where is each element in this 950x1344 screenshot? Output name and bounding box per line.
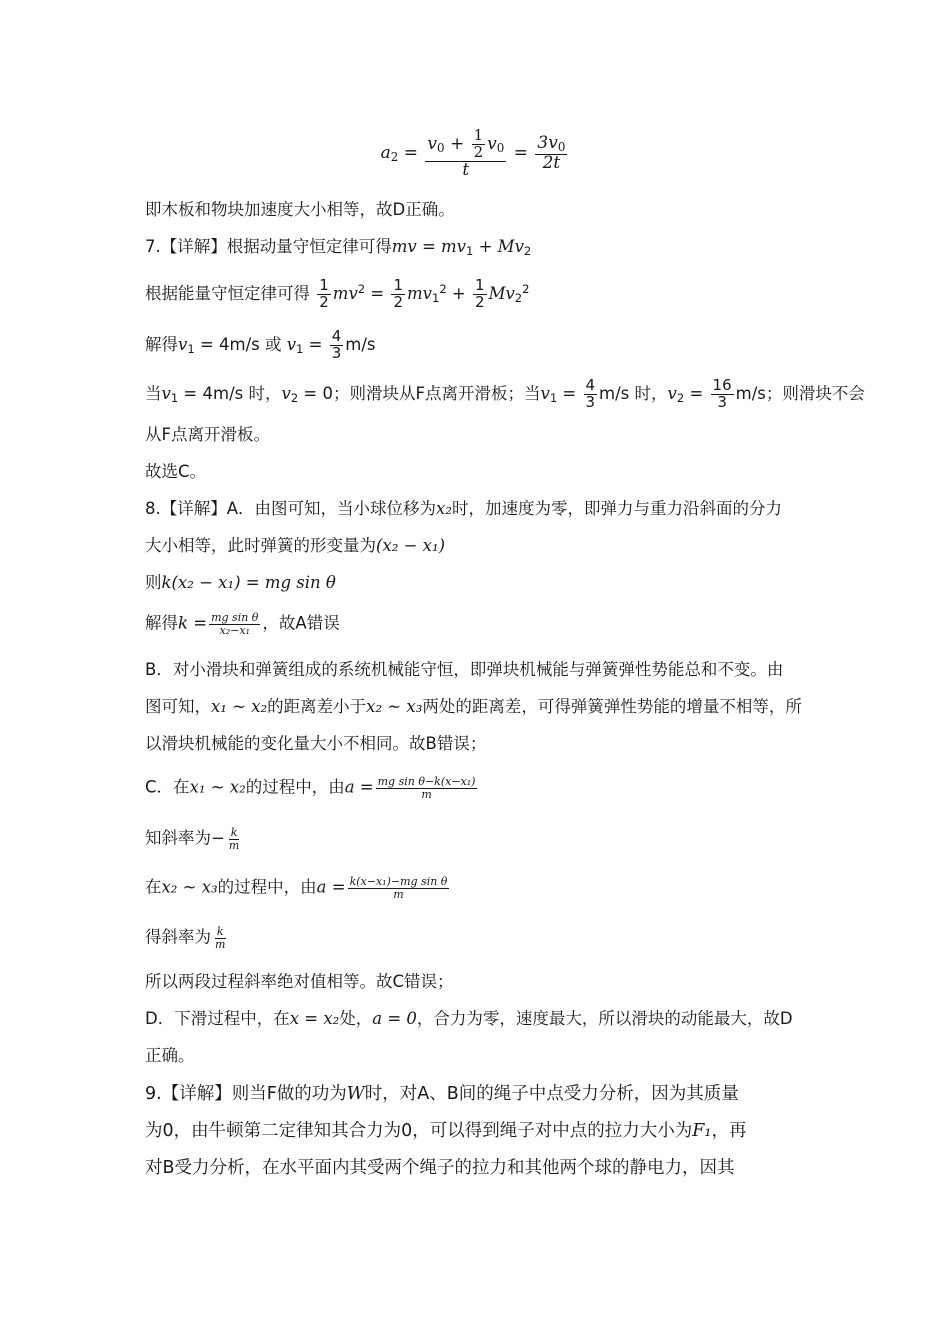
unit-ms: m/s [345, 334, 376, 354]
q8-t6a: 图可知， [145, 697, 211, 716]
eq-5: = [684, 383, 709, 403]
k-m-frac [213, 926, 227, 950]
v2b-sub: 2 [676, 390, 685, 405]
q8-line1 [145, 498, 808, 520]
aD-den: m [393, 887, 404, 901]
sub-1: 1 [431, 291, 440, 305]
a2-symbol: a [380, 143, 391, 164]
plus-2: + [446, 284, 472, 303]
dang-1: 当 [145, 383, 162, 403]
v1b: v [286, 334, 297, 354]
q7-eq1b: + Mv [473, 237, 524, 256]
v1-4ms: = 4m/s 时， [178, 383, 282, 403]
half-num: 1 [473, 126, 484, 144]
q8-t10a: 在 [145, 877, 162, 897]
q7-eq1a: mv = mv [391, 237, 466, 256]
half-d: 2 [319, 293, 329, 311]
v0-symbol-2: v [487, 133, 497, 154]
q7-text1: 根据动量守恒定律可得 [226, 237, 392, 256]
aD-num: k(x−x₁)−mg sin θ [349, 875, 448, 888]
frac-16-3 [711, 378, 734, 411]
x-eq-x2: x = x₂ [289, 1009, 340, 1028]
k-den: x₂−x₁ [219, 623, 250, 637]
q7-line2 [145, 278, 808, 311]
frac-4-3 [330, 329, 344, 362]
formula-a2 [0, 128, 950, 179]
line-conclusion-d: 即木板和物块加速度大小相等，故D正确。 [145, 200, 455, 219]
a2-sub: 2 [390, 150, 399, 165]
eq-2: = [365, 284, 390, 303]
x2-a: x₂ [436, 499, 452, 518]
v1a: v [178, 334, 188, 354]
a2-fraction [425, 128, 506, 179]
half-frac-1 [317, 278, 331, 311]
res-num: 3v [537, 133, 558, 153]
half-frac-3 [473, 278, 487, 311]
x2-x3-range-b: x₂ ~ x₃ [161, 877, 218, 897]
q9-t2b: ，再 [711, 1121, 747, 1141]
f163-d: 3 [717, 392, 727, 411]
f163-n: 16 [712, 376, 732, 394]
q8-t9: 知斜率为 [145, 828, 211, 848]
q7-eq1-sub1: 1 [466, 244, 474, 258]
a2-eq: = [403, 143, 424, 164]
q7-mid: = 0；则滑块从F点离开滑板；当 [298, 383, 541, 403]
a-eq-d: a = [316, 877, 346, 897]
x2-x3-range: x₂ ~ x₃ [366, 697, 423, 716]
q8-line4 [145, 612, 808, 636]
half-frac-2 [391, 278, 405, 311]
q8-line6 [145, 696, 808, 718]
k-num: mg sin θ [211, 611, 259, 624]
a-eq-c: a = [344, 777, 374, 797]
v2b: v [667, 383, 677, 403]
negk-d: m [228, 838, 240, 852]
aC-den: m [421, 787, 432, 801]
q8-jiede: 解得 [145, 613, 178, 633]
q8-line7: 以滑块机械能的变化量大小不相同。故B错误； [145, 734, 487, 753]
q8-line9 [145, 827, 808, 851]
f43-n-b: 4 [585, 376, 596, 394]
q8-a-wrong: ，故A错误 [262, 613, 340, 633]
sq-2: 2 [439, 282, 447, 296]
km-n: k [216, 925, 224, 938]
q7-ms-shi: m/s 时， [599, 383, 668, 403]
q8-line13 [145, 1008, 808, 1030]
sq-1: 2 [357, 282, 366, 296]
q9-line1 [145, 1083, 808, 1105]
q9-t2a: 为0，由牛顿第二定律知其合力为0，可以得到绳子对中点的拉力大小为 [145, 1121, 693, 1141]
q8-t13a: D．下滑过程中，在 [145, 1009, 290, 1028]
res-sub: 0 [557, 140, 566, 154]
q8-t8a: C．在 [145, 777, 190, 797]
q9-line3: 对B受力分析，在水平面内其受两个绳子的拉力和其他两个球的静电力，因其 [145, 1158, 735, 1178]
q8-t13c: ，合力为零，速度最大，所以滑块的动能最大，故D [416, 1009, 793, 1028]
v1a-sub: 1 [187, 341, 195, 356]
half-den: 2 [473, 142, 484, 161]
aD-frac [348, 876, 450, 900]
q7-line6: 故选C。 [145, 462, 207, 481]
neg-sign: − [211, 828, 225, 848]
aC-num: mg sin θ−k(x−x₁) [377, 775, 476, 788]
q7-line5: 从F点离开滑板。 [145, 425, 270, 444]
q7-end: m/s；则滑块不会 [735, 383, 865, 403]
f43-d-b: 3 [585, 392, 596, 411]
x1-x2-range-b: x₁ ~ x₂ [189, 777, 246, 797]
a-zero: a = 0 [372, 1009, 417, 1028]
q8-t1a: 8.【详解】A．由图可知，当小球位移为 [145, 499, 437, 518]
q8-ze: 则 [145, 573, 162, 592]
W-symbol: W [346, 1084, 365, 1104]
q7-eq1-sub2: 2 [523, 244, 532, 258]
q9-line2 [145, 1120, 808, 1142]
q7-line3 [145, 329, 808, 362]
v2a-sub: 2 [290, 390, 299, 405]
q8-t6c: 两处的距离差，可得弹簧弹性势能的增量不相等，所 [422, 697, 802, 716]
q7-jiede: 解得 [145, 334, 178, 354]
v1d: v [540, 383, 550, 403]
q8-line14: 正确。 [145, 1046, 195, 1065]
x1-x2-range: x₁ ~ x₂ [211, 697, 268, 716]
q7-line1 [145, 236, 808, 262]
res-den: 2t [542, 152, 561, 173]
q7-text2: 根据能量守恒定律可得 [145, 284, 310, 303]
k-frac [209, 612, 260, 636]
Mv-2: Mv [488, 284, 515, 303]
k-eq: k = [178, 613, 208, 633]
q8-line11 [145, 926, 808, 950]
v1d-sub: 1 [549, 390, 558, 405]
plus: + [444, 133, 470, 154]
q8-line8 [145, 776, 808, 800]
x2-minus-x1: (x₂ − x₁) [376, 536, 446, 555]
q8-t11: 得斜率为 [145, 927, 211, 947]
q8-t1b: 时，加速度为零，即弹力与重力沿斜面的分力 [451, 499, 782, 518]
v2a: v [281, 383, 291, 403]
q8-line3 [145, 572, 808, 594]
f43-n: 4 [331, 327, 342, 345]
half-n-3: 1 [475, 276, 485, 295]
half-d-2: 2 [393, 293, 403, 311]
q8-t10b: 的过程中，由 [217, 877, 317, 897]
sub-2: 2 [514, 291, 523, 305]
a2-den: t [462, 159, 470, 180]
aC-frac [376, 776, 478, 800]
q8-line10 [145, 876, 808, 900]
q8-line2 [145, 535, 808, 557]
f43-d: 3 [331, 343, 342, 362]
half-d-3: 2 [475, 293, 485, 311]
q8-line5: B．对小滑块和弹簧组成的系统机械能守恒，即弹块机械能与弹簧弹性势能总和不变。由 [145, 660, 784, 679]
v1c-sub: 1 [170, 390, 179, 405]
q8-t6b: 的距离差小于 [267, 697, 367, 716]
v0-symbol: v [427, 133, 437, 154]
sq-3: 2 [522, 282, 530, 296]
eq-4: = [557, 383, 582, 403]
v0-sub-2: 0 [496, 140, 505, 155]
q7-v1-val: = 4m/s 或 [194, 334, 287, 354]
mv-1: mv [332, 284, 358, 303]
q8-t13b: 处， [339, 1009, 373, 1028]
q8-t2a: 大小相等，此时弹簧的形变量为 [145, 536, 376, 555]
q9-t1b: 时，对A、B间的绳子中点受力分析，因为其质量 [364, 1084, 739, 1104]
F1-symbol: F₁ [692, 1121, 712, 1141]
q8-line12: 所以两段过程斜率绝对值相等。故C错误； [145, 972, 454, 991]
v1b-sub: 1 [296, 341, 304, 356]
neg-k-frac [227, 827, 241, 851]
v1c: v [161, 383, 171, 403]
half-n: 1 [319, 276, 329, 295]
q8-t8b: 的过程中，由 [245, 777, 345, 797]
eq-3: = [303, 334, 328, 354]
km-d: m [215, 937, 226, 951]
frac-4-3-b [584, 378, 598, 411]
q8-eq: k(x₂ − x₁) = mg sin θ [161, 573, 336, 592]
q9-t1a: 9.【详解】则当F做的功为 [145, 1084, 347, 1104]
q7-head: 7.【详解】 [145, 237, 227, 256]
half-n-2: 1 [393, 276, 403, 295]
a2-eq-2: = [513, 143, 534, 164]
q7-line4 [145, 376, 865, 411]
mv-2: mv [407, 284, 432, 303]
v0-sub: 0 [436, 140, 445, 155]
negk-n: k [230, 826, 238, 839]
a2-result [535, 135, 567, 172]
